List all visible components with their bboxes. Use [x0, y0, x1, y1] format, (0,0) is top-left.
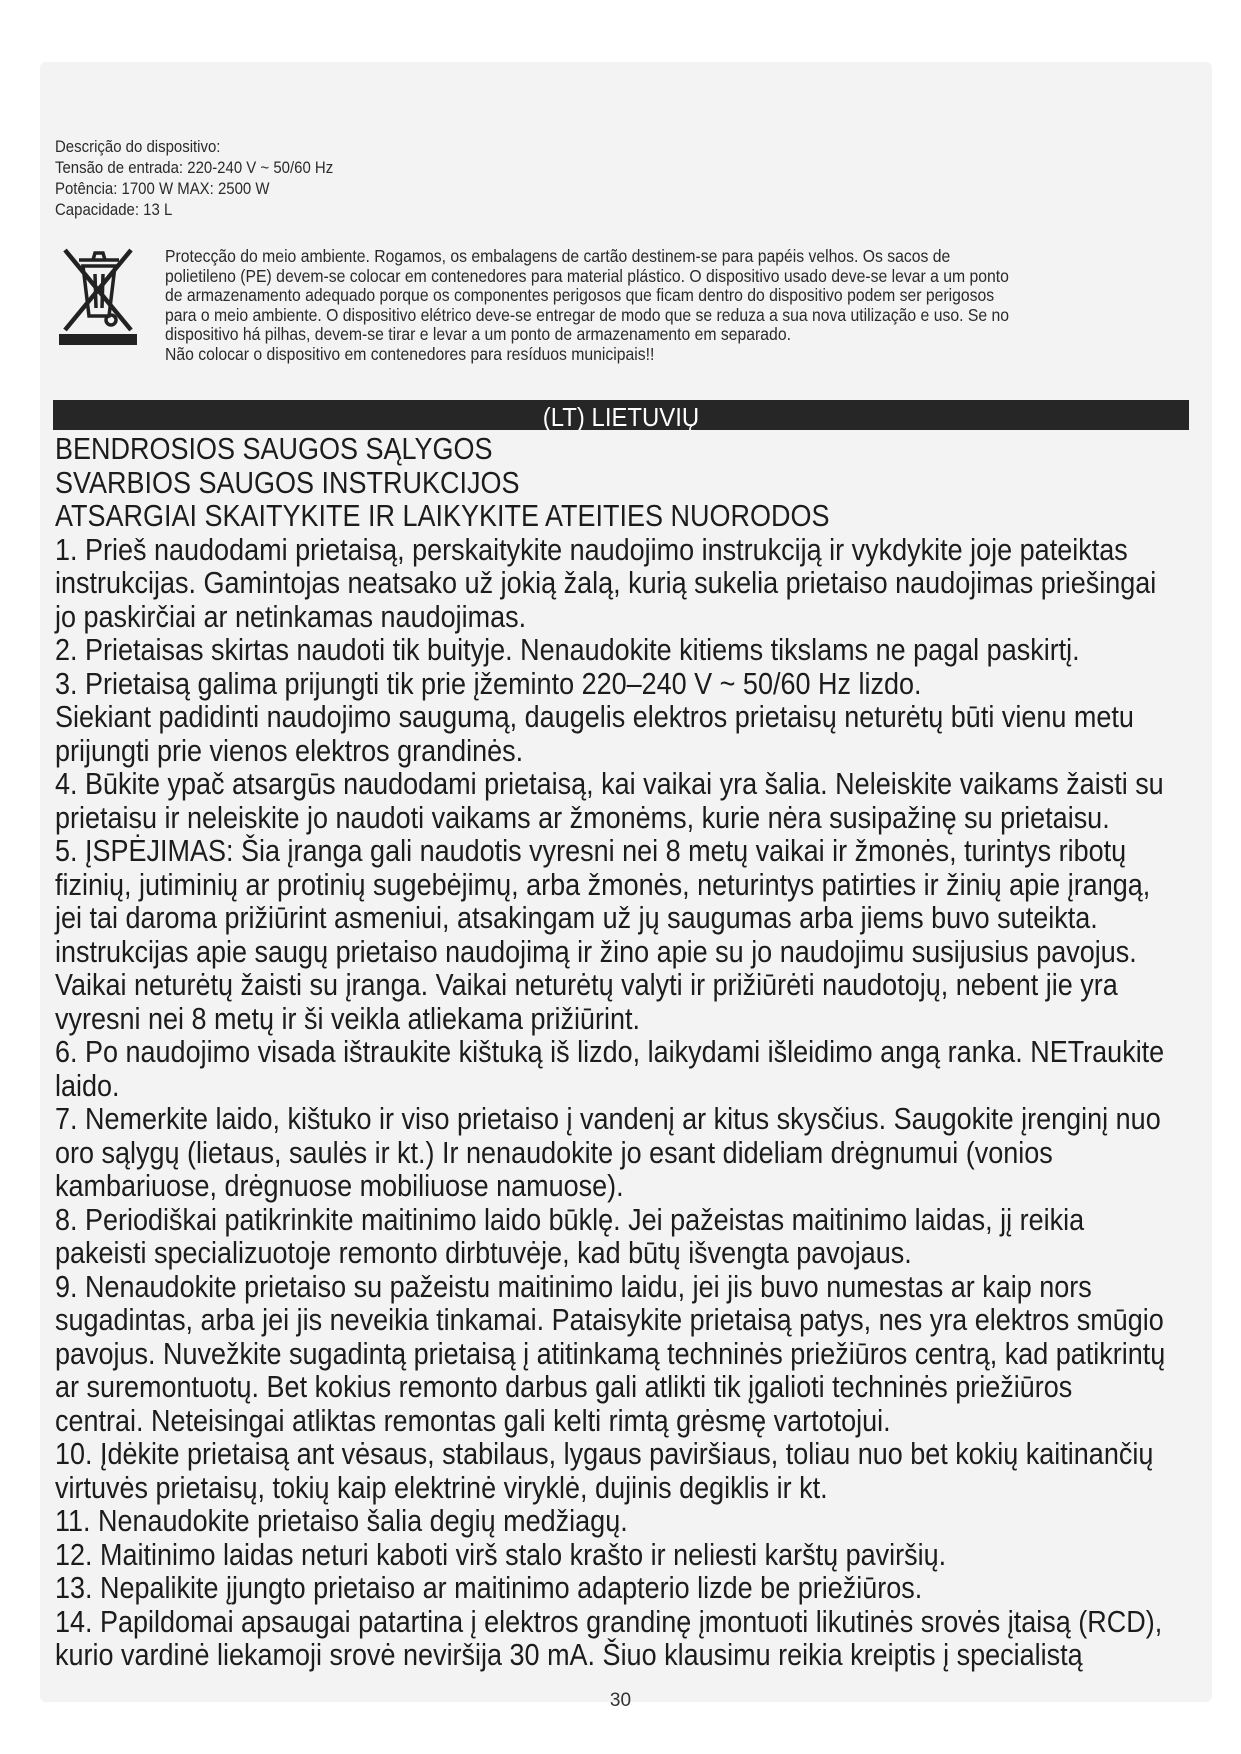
notice-line: Protecção do meio ambiente. Rogamos, os embalagens de cartão destinem-se para papéis velhos. Os sacos de [165, 246, 951, 266]
instruction-line: 3. Prietaisą galima prijungti tik prie įžeminto 220–240 V ~ 50/60 Hz lizdo. [55, 666, 922, 701]
instruction-line: laido. [55, 1068, 120, 1103]
instruction-line: 7. Nemerkite laido, kištuko ir viso prietaiso į vandenį ar kitus skysčius. Saugokite įrenginį nuo [55, 1102, 1161, 1136]
instruction-line: kambariuose, drėgnuose mobiliuose namuose). [55, 1169, 624, 1203]
instruction-line: 2. Prietaisas skirtas naudoti tik buityje. Nenaudokite kitiems tikslams ne pagal paskirtį. [55, 633, 1080, 667]
instruction-line: pavojus. Nuvežkite sugadintą prietaisą į atitinkamą techninės priežiūros centrą, kad patikrintų [55, 1336, 1166, 1371]
spec-line: Tensão de entrada: 220-240 V ~ 50/60 Hz [55, 158, 334, 177]
environment-protection-notice [165, 247, 1009, 364]
instruction-line: oro sąlygų (lietaus, saulės ir kt.) Ir nenaudokite jo esant dideliam drėgnumui (vonios [55, 1135, 1053, 1170]
device-specifications [55, 136, 333, 220]
spec-line: Descrição do dispositivo: [55, 137, 221, 156]
instruction-line: sugadintas, arba jei jis neveikia tinkamai. Pataisykite prietaisą patys, nes yra elektros smūgio [55, 1303, 1164, 1337]
instruction-line: pakeisti specializuotoje remonto dirbtuvėje, kad būtų išvengta pavojaus. [55, 1236, 912, 1270]
instruction-line: 13. Nepalikite įjungto prietaiso ar maitinimo adapterio lizde be priežiūros. [55, 1571, 923, 1605]
instruction-line: 5. ĮSPĖJIMAS: Šia įranga gali naudotis vyresni nei 8 metų vaikai ir žmonės, turintys ribotų [55, 834, 1127, 868]
instruction-line: jo paskirčiai ar netinkamas naudojimas. [55, 599, 527, 634]
instruction-line: jei tai daroma prižiūrint asmeniui, atsakingam už jų saugumas arba jiems buvo suteikta. [55, 901, 1098, 935]
instruction-line: centrai. Neteisingai atliktas remontas gali kelti rimtą grėsmę vartotojui. [55, 1403, 891, 1438]
instruction-line: 8. Periodiškai patikrinkite maitinimo laido būklę. Jei pažeistas maitinimo laidas, jį reikia [55, 1202, 1085, 1237]
instruction-line: 11. Nenaudokite prietaiso šalia degių medžiagų. [55, 1504, 628, 1538]
notice-line: dispositivo há pilhas, devem-se tirar e levar a um ponto de armazenamento em separado. [165, 324, 791, 344]
instruction-line: 10. Įdėkite prietaisą ant vėsaus, stabilaus, lygaus paviršiaus, toliau nuo bet kokių kaitinančių [55, 1437, 1154, 1471]
instruction-line: 1. Prieš naudodami prietaisą, perskaitykite naudojimo instrukciją ir vykdykite joje pateiktas [55, 532, 1128, 567]
notice-line: polietileno (PE) devem-se colocar em contenedores para material plástico. O dispositivo usado deve-se levar a um ponto [165, 265, 1009, 286]
instruction-line: BENDROSIOS SAUGOS SĄLYGOS [55, 432, 493, 466]
instruction-line: fizinių, jutiminių ar protinių sugebėjimų, arba žmonės, neturintys patirties ir žinių apie įrangą, [55, 867, 1151, 902]
instruction-line: virtuvės prietaisų, tokių kaip elektrinė viryklė, dujinis degiklis ir kt. [55, 1470, 828, 1505]
language-header-bar [53, 400, 1189, 430]
instruction-line: kurio vardinė liekamoji srovė neviršija 30 mA. Šiuo klausimu reikia kreiptis į specialistą [55, 1638, 1083, 1672]
instruction-line: ATSARGIAI SKAITYKITE IR LAIKYKITE ATEITIES NUORODOS [55, 499, 830, 533]
spec-line: Capacidade: 13 L [55, 200, 173, 219]
spec-line: Potência: 1700 W MAX: 2500 W [55, 179, 270, 198]
crossed-out-wheelie-bin-icon [59, 244, 137, 346]
notice-line: para o meio ambiente. O dispositivo elétrico deve-se entregar de modo que se reduza a sua nova utilização e uso. Se no [165, 304, 1010, 325]
instruction-line: 6. Po naudojimo visada ištraukite kištuką iš lizdo, laikydami išleidimo angą ranka. NETraukite [55, 1035, 1165, 1069]
instruction-line: vyresni nei 8 metų ir ši veikla atliekama prižiūrint. [55, 1001, 641, 1036]
instruction-line: 4. Būkite ypač atsargūs naudodami prietaisą, kai vaikai yra šalia. Neleiskite vaikams žaisti su [55, 767, 1164, 801]
instruction-line: 12. Maitinimo laidas neturi kaboti virš stalo krašto ir neliesti karštų paviršių. [55, 1537, 947, 1572]
notice-line: Não colocar o dispositivo em contenedores para resíduos municipais!! [165, 343, 655, 364]
language-header: (LT) LIETUVIŲ [542, 402, 700, 430]
instruction-line: ar suremontuotų. Bet kokius remonto darbus gali atlikti tik įgalioti techninės priežiūros [55, 1370, 1073, 1404]
instruction-line: SVARBIOS SAUGOS INSTRUKCIJOS [55, 465, 520, 500]
instruction-line: instrukcijas apie saugų prietaiso naudojimą ir žino apie su jo naudojimu susijusius pavojus. [55, 934, 1137, 969]
instruction-line: prijungti prie vienos elektros grandinės. [55, 733, 524, 768]
instruction-line: 9. Nenaudokite prietaiso su pažeistu maitinimo laidu, jei jis buvo numestas ar kaip nors [55, 1269, 1092, 1304]
instruction-line: Siekiant padidinti naudojimo saugumą, daugelis elektros prietaisų neturėtų būti vienu metu [55, 700, 1134, 734]
instruction-line: instrukcijas. Gamintojas neatsako už jokią žalą, kurią sukelia prietaiso naudojimas priešingai [55, 566, 1157, 600]
safety-instructions [55, 433, 1165, 1673]
instruction-line: prietaisu ir neleiskite jo naudoti vaikams ar žmonėms, kurie nėra susipažinę su prietaisu. [55, 800, 1110, 835]
instruction-line: Vaikai neturėtų žaisti su įranga. Vaikai neturėtų valyti ir prižiūrėti naudotojų, nebent jie yra [55, 968, 1118, 1002]
page-number: 30 [609, 1690, 632, 1711]
notice-line: de armazenamento adequado porque os componentes perigosos que ficam dentro do dispositivo podem ser perigosos [165, 285, 995, 305]
instruction-line: 14. Papildomai apsaugai patartina į elektros grandinę įmontuoti likutinės srovės įtaisą (RCD), [55, 1604, 1163, 1639]
